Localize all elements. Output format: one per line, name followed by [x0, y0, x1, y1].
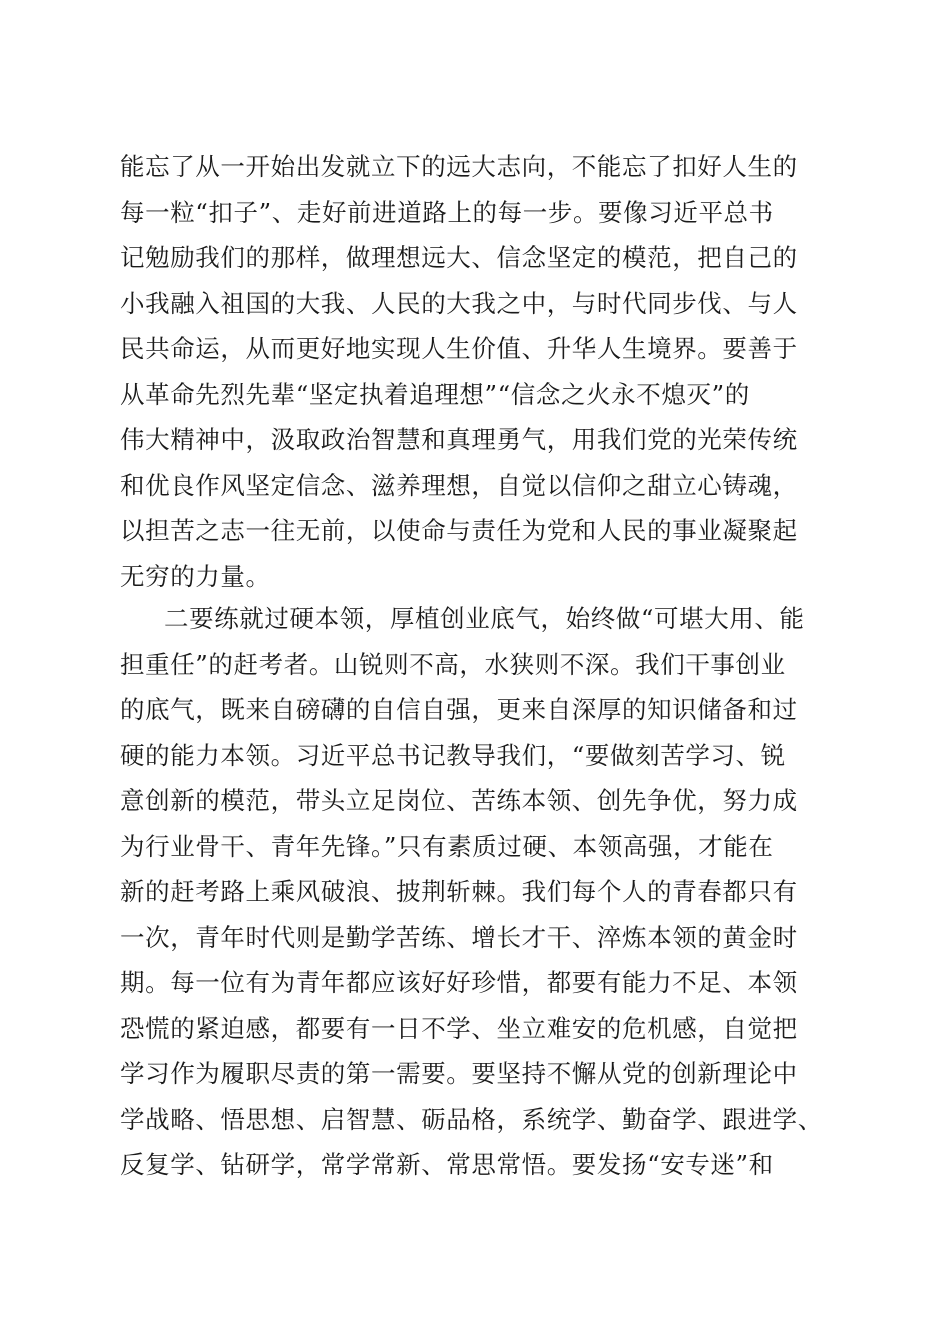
text-line: 一次，青年时代则是勤学苦练、增长才干、淬炼本领的黄金时 [120, 922, 798, 952]
text-line: 从革命先烈先辈“坚定执着追理想”“信念之火永不熄灭”的 [120, 379, 750, 409]
paragraph-two [120, 596, 850, 1188]
text-line: 意创新的模范，带头立足岗位、苦练本领、创先争优，努力成 [120, 786, 798, 815]
text-line: 记勉励我们的那样，做理想远大、信念坚定的模范，把自己的 [120, 243, 798, 272]
text-line: 恐慌的紧迫感，都要有一日不学、坐立难安的危机感，自觉把 [120, 1013, 798, 1043]
text-line: 担重任”的赶考者。山锐则不高，水狭则不深。我们干事创业 [120, 649, 786, 679]
text-line: 的底气，既来自磅礴的自信自强，更来自深厚的知识储备和过 [120, 695, 798, 724]
text-line: 期。每一位有为青年都应该好好珍惜，都要有能力不足、本领 [120, 968, 798, 997]
text-line-first: 二要练就过硬本领，厚植创业底气，始终做“可堪大用、能 [164, 604, 805, 633]
text-line: 新的赶考路上乘风破浪、披荆斩棘。我们每个人的青春都只有 [120, 877, 798, 906]
text-line: 学习作为履职尽责的第一需要。要坚持不懈从党的创新理论中 [120, 1059, 798, 1088]
text-line: 反复学、钻研学，常学常新、常思常悟。要发扬“安专迷”和 [120, 1150, 774, 1179]
text-line: 无穷的力量。 [120, 561, 271, 591]
text-line: 能忘了从一开始出发就立下的远大志向，不能忘了扣好人生的 [120, 152, 798, 181]
paragraph-continued [120, 144, 850, 599]
text-line: 伟大精神中，汲取政治智慧和真理勇气，用我们党的光荣传统 [120, 425, 798, 454]
text-line: 学战略、悟思想、启智慧、砺品格，系统学、勤奋学、跟进学、 [120, 1104, 823, 1134]
text-line: 民共命运，从而更好地实现人生价值、升华人生境界。要善于 [120, 334, 798, 363]
text-line: 小我融入祖国的大我、人民的大我之中，与时代同步伐、与人 [120, 288, 798, 318]
text-line: 每一粒“扣子”、走好前进道路上的每一步。要像习近平总书 [120, 197, 774, 227]
text-line: 以担苦之志一往无前，以使命与责任为党和人民的事业凝聚起 [120, 516, 798, 545]
text-line: 为行业骨干、青年先锋。”只有素质过硬、本领高强，才能在 [120, 831, 774, 861]
text-line: 硬的能力本领。习近平总书记教导我们，“要做刻苦学习、锐 [120, 740, 786, 770]
text-line: 和优良作风坚定信念、滋养理想，自觉以信仰之甜立心铸魂， [120, 470, 798, 500]
